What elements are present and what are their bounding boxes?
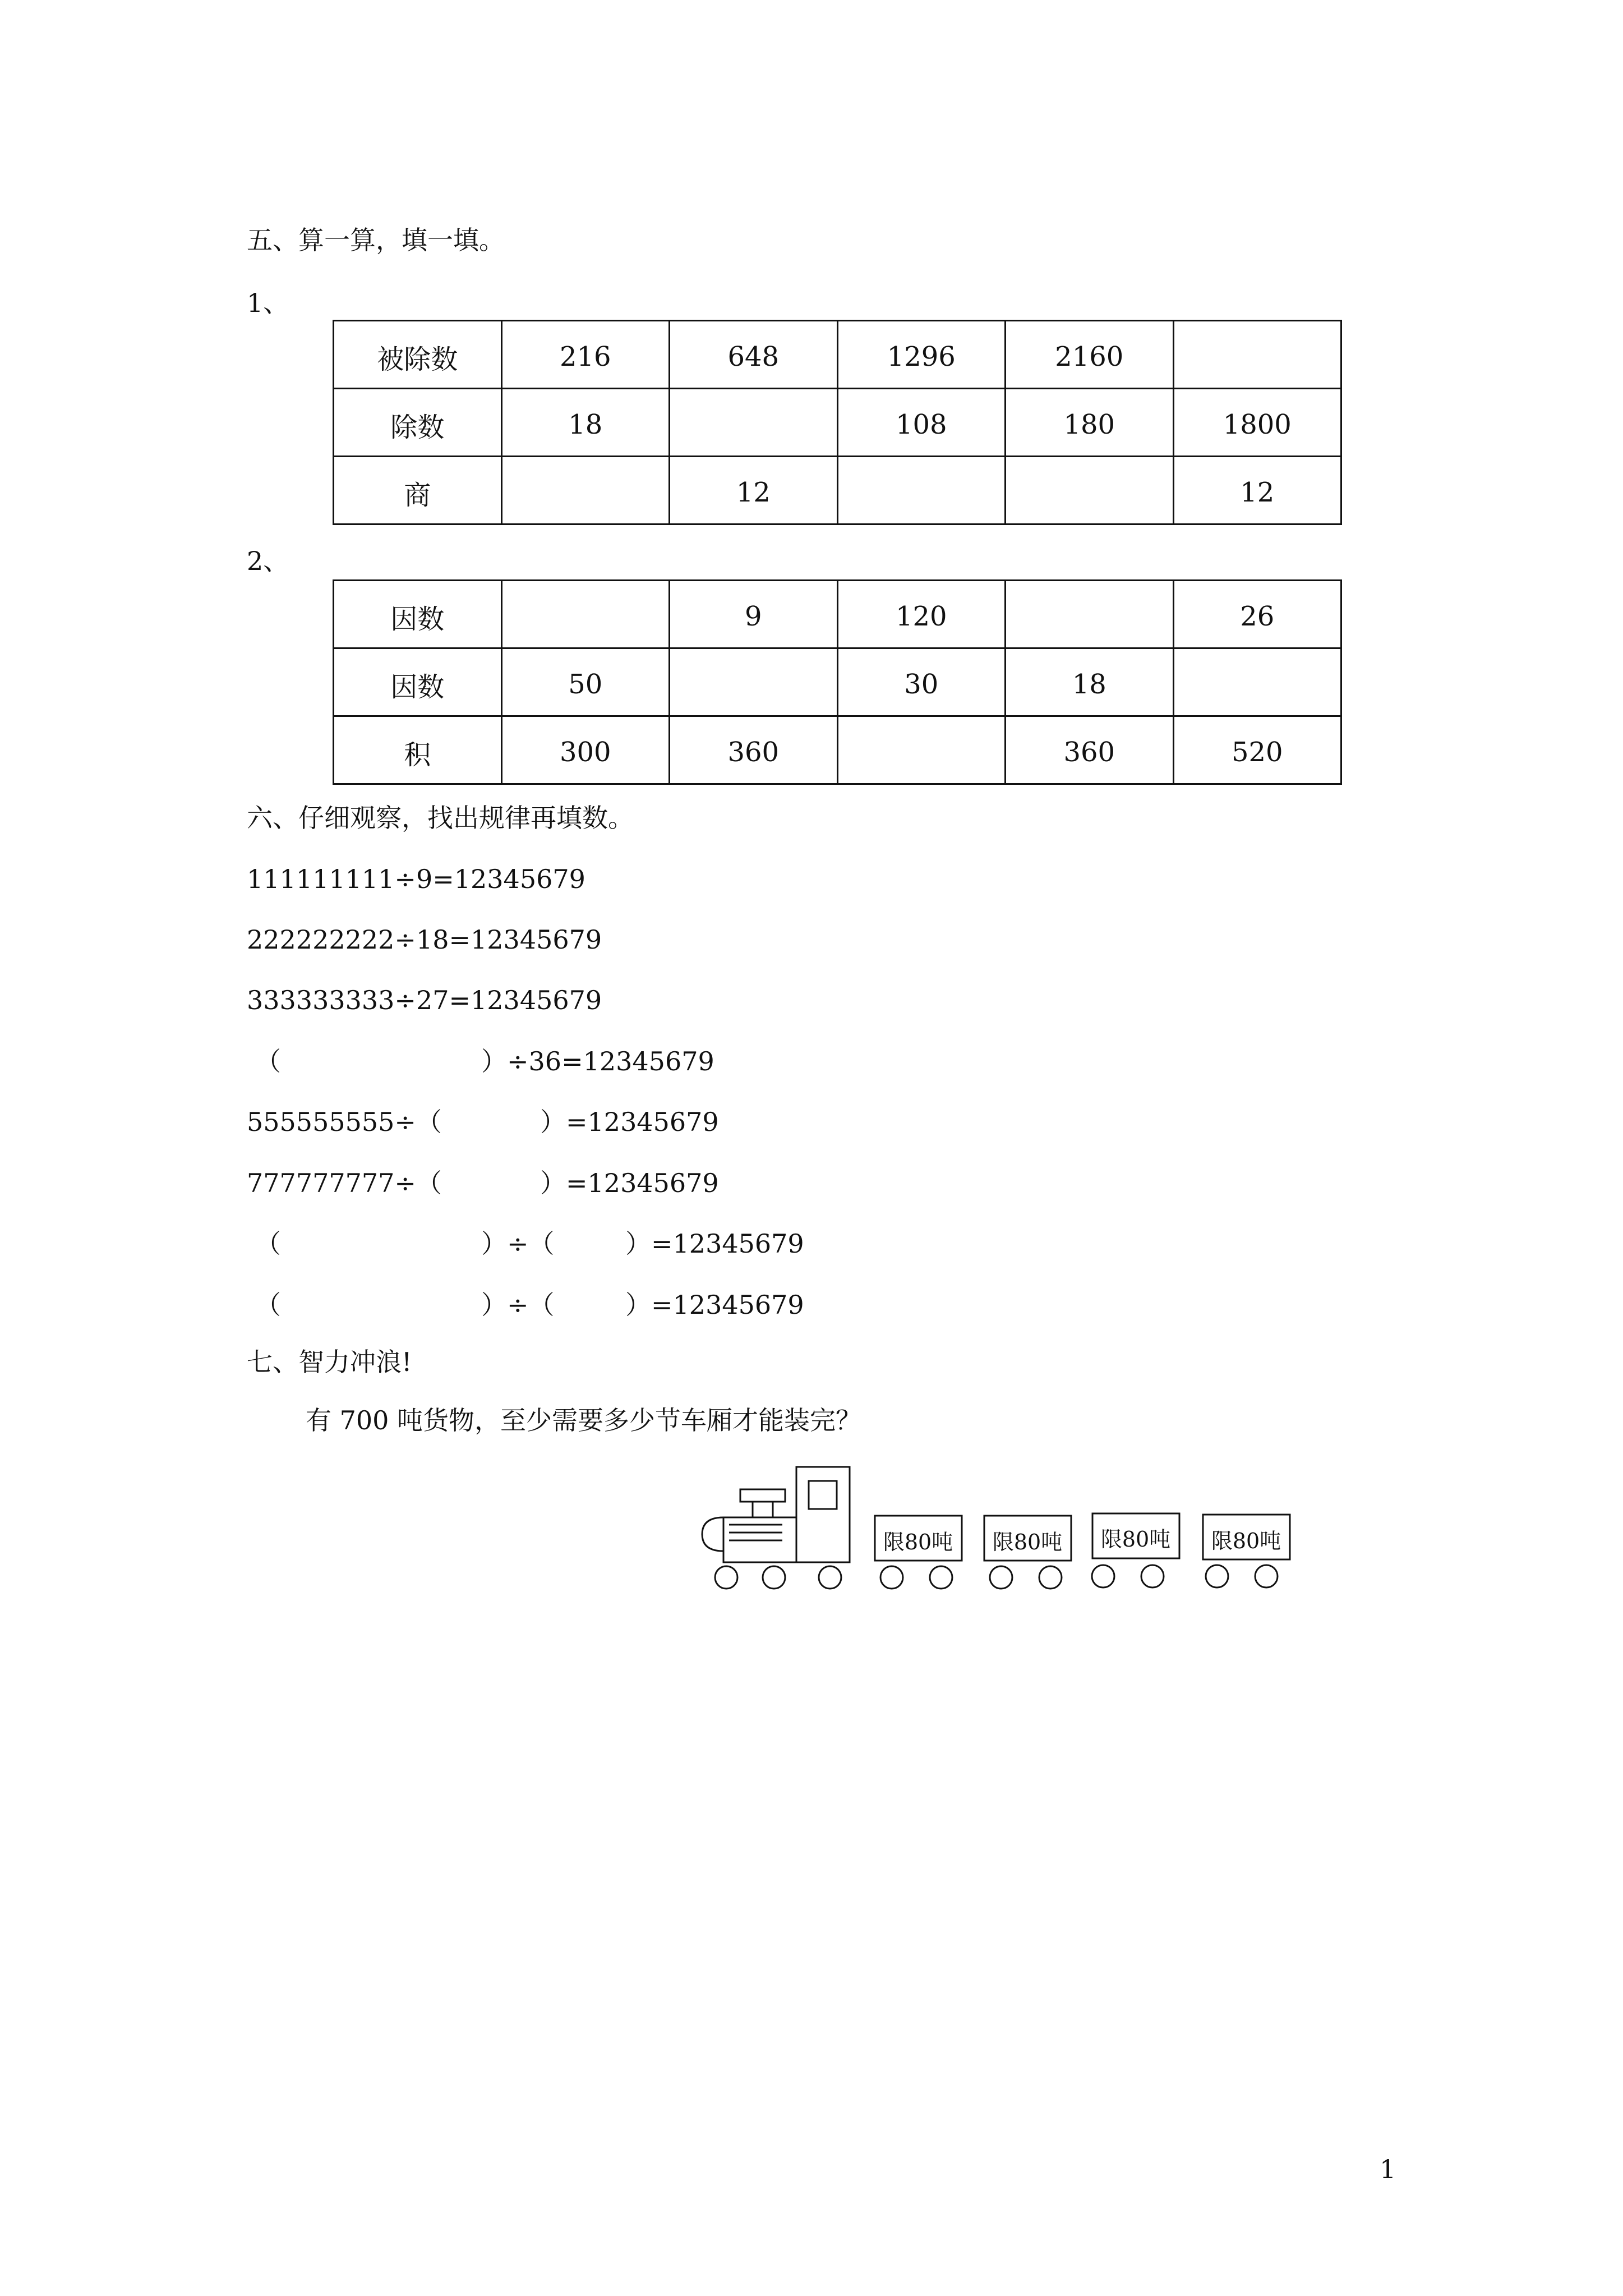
wheel — [880, 1566, 903, 1589]
equation-left: 555555555÷（ — [247, 1107, 442, 1137]
row-header: 积 — [334, 716, 502, 784]
table-cell: 1800 — [1173, 389, 1341, 457]
row-header: 被除数 — [334, 321, 502, 389]
section7-title: 七、智力冲浪! — [247, 1347, 412, 1377]
wheel — [763, 1566, 785, 1589]
table-cell: 9 — [670, 581, 838, 648]
table-cell — [837, 457, 1006, 524]
wheel — [990, 1566, 1012, 1589]
question1-label: 1、 — [247, 288, 289, 318]
table-cell: 18 — [1006, 648, 1174, 716]
section5-title: 五、算一算，填一填。 — [247, 225, 505, 255]
table-cell: 30 — [837, 648, 1006, 716]
table-cell: 360 — [670, 716, 838, 784]
table-cell: 12 — [670, 457, 838, 524]
section6-title: 六、仔细观察，找出规律再填数。 — [247, 803, 634, 833]
table-cell: 360 — [1006, 716, 1174, 784]
wagon-label: 限80吨 — [992, 1530, 1063, 1554]
table-cell: 520 — [1173, 716, 1341, 784]
open-paren: （ — [255, 1228, 281, 1259]
section7-question: 有 700 吨货物，至少需要多少节车厢才能装完？ — [306, 1405, 862, 1435]
wheel — [715, 1566, 737, 1589]
equation-mid: ）÷（ — [481, 1290, 555, 1320]
wheel — [1255, 1565, 1278, 1588]
table-cell: 216 — [501, 321, 670, 389]
table-row — [334, 648, 1341, 716]
equation-rest: ）=12345679 — [625, 1228, 804, 1259]
table-cell: 108 — [837, 389, 1006, 457]
table-row — [334, 457, 1341, 524]
row-header: 因数 — [334, 648, 502, 716]
table-cell: 300 — [501, 716, 670, 784]
table-row — [334, 716, 1341, 784]
table-cell — [1006, 457, 1174, 524]
wagon-label: 限80吨 — [883, 1530, 953, 1554]
table-cell: 50 — [501, 648, 670, 716]
page-number: 1 — [1380, 2154, 1396, 2184]
locomotive — [702, 1467, 850, 1589]
row-header: 因数 — [334, 581, 502, 648]
open-paren: （ — [255, 1290, 281, 1320]
equation-rest: ）=12345679 — [625, 1290, 804, 1320]
table-row — [334, 581, 1341, 648]
table-cell: 18 — [501, 389, 670, 457]
wheel — [1039, 1566, 1062, 1589]
equation-mid: ）÷（ — [481, 1228, 555, 1259]
wheel — [1092, 1565, 1114, 1588]
cab-window — [809, 1481, 837, 1509]
wagon-label: 限80吨 — [1211, 1529, 1281, 1553]
equation-rest: ）=12345679 — [540, 1168, 719, 1198]
table-cell — [837, 716, 1006, 784]
division-table — [333, 320, 1342, 525]
table-cell — [670, 389, 838, 457]
row-header: 商 — [334, 457, 502, 524]
table-row — [334, 321, 1341, 389]
equation-2: 222222222÷18=12345679 — [247, 924, 602, 955]
wheel — [819, 1566, 841, 1589]
table-cell: 12 — [1173, 457, 1341, 524]
equation-left: 777777777÷（ — [247, 1168, 442, 1198]
table-cell — [501, 581, 670, 648]
table-cell — [670, 648, 838, 716]
table-row — [334, 389, 1341, 457]
wheel — [1141, 1565, 1164, 1588]
table-cell: 1296 — [837, 321, 1006, 389]
question2-label: 2、 — [247, 546, 289, 576]
chimney — [753, 1502, 773, 1517]
row-header: 除数 — [334, 389, 502, 457]
table-cell: 120 — [837, 581, 1006, 648]
train-illustration — [690, 1458, 1307, 1604]
table-cell — [501, 457, 670, 524]
open-paren: （ — [255, 1046, 281, 1076]
wagon-label: 限80吨 — [1100, 1527, 1171, 1552]
table-cell — [1006, 581, 1174, 648]
table-cell: 26 — [1173, 581, 1341, 648]
wheel — [930, 1566, 952, 1589]
equation-rest: ）÷36=12345679 — [481, 1046, 714, 1076]
equation-rest: ）=12345679 — [540, 1107, 719, 1137]
chimney-cap — [740, 1489, 785, 1502]
table-cell — [1173, 648, 1341, 716]
table-cell: 648 — [670, 321, 838, 389]
wheel — [1206, 1565, 1228, 1588]
multiplication-table — [333, 579, 1342, 785]
table-cell: 180 — [1006, 389, 1174, 457]
equation-1: 111111111÷9=12345679 — [247, 864, 585, 894]
table-cell — [1173, 321, 1341, 389]
table-cell: 2160 — [1006, 321, 1174, 389]
equation-3: 333333333÷27=12345679 — [247, 985, 602, 1015]
